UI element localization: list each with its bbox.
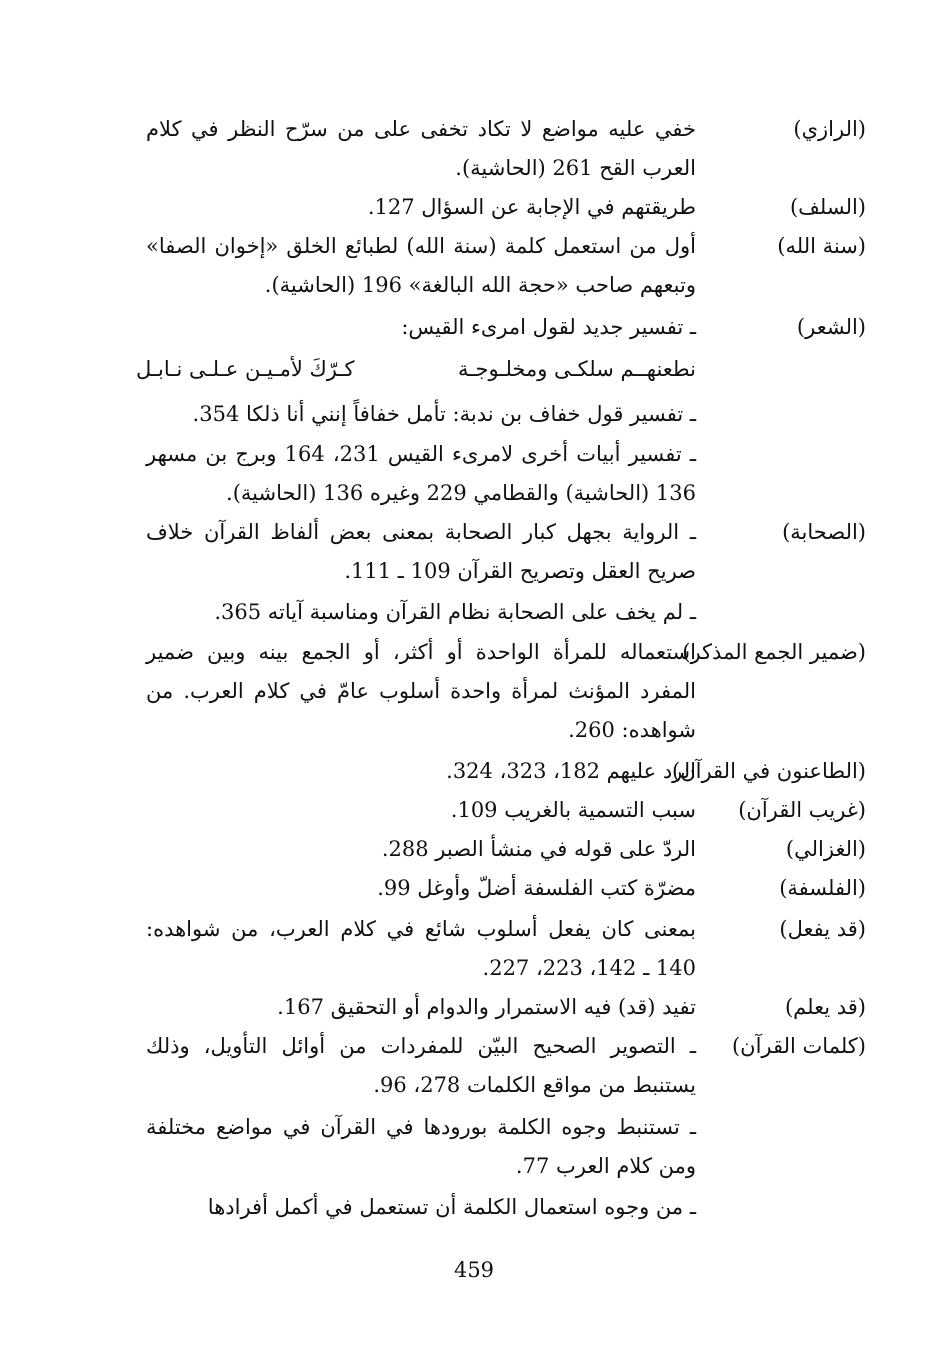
index-term: (الشعر): [796, 315, 866, 339]
index-text: ـ الرواية بجهل كبار الصحابة بمعنى بعض ألفاظ القرآن خلاف صريح العقل وتصريح القرآن 109 ـ 111.: [146, 520, 696, 583]
index-text: ـ التصوير الصحيح البيّن للمفردات من أوائل التأويل، وذلك يستنبط من مواقع الكلمات 278، 96.: [146, 1034, 696, 1097]
index-term: (الرازي): [793, 117, 866, 141]
index-text: تفيد (قد) فيه الاستمرار والدوام أو التحقيق 167.: [277, 995, 696, 1019]
index-text: ـ تفسير قول خفاف بن ندبة: تأمل خفافاً إنني أنا ذلكا 354.: [192, 402, 696, 426]
index-text: ـ تفسير جديد لقول امرىء القيس:: [401, 315, 696, 339]
index-text: أول من استعمل كلمة (سنة الله) لطبائع الخلق «إخوان الصفا» وتبعهم صاحب «حجة الله البالغة» 196 (الحاشية).: [146, 234, 696, 297]
index-text: طريقتهم في الإجابة عن السؤال 127.: [367, 195, 696, 219]
index-term: (السلف): [789, 195, 866, 219]
index-term: (غريب القرآن): [738, 798, 866, 822]
index-text: ـ تفسير أبيات أخرى لامرىء القيس 231، 164 وبرج بن مسهر 136 (الحاشية) والقطامي 229 وغيره 136 (الحاشية).: [146, 442, 696, 505]
index-text: ـ تستنبط وجوه الكلمة بورودها في القرآن في مواضع مختلفة ومن كلام العرب 77.: [146, 1115, 697, 1178]
index-term: (الفلسفة): [779, 876, 866, 900]
poetry-verse: [136, 350, 696, 389]
index-term: (سنة الله): [777, 234, 866, 258]
index-text: استعماله للمرأة الواحدة أو أكثر، أو الجمع بينه وبين ضمير المفرد المؤنث لمرأة واحدة أسلوب عامّ في كلام العرب. من شواهده: 260.: [146, 640, 696, 742]
verse-second-hemistich: كـرّكَ لأمـيـن عـلـى نـابـل: [136, 357, 355, 381]
index-text: الرد عليهم 182، 323، 324.: [446, 759, 696, 783]
index-term: (كلمات القرآن): [731, 1034, 866, 1058]
index-text: بمعنى كان يفعل أسلوب شائع في كلام العرب، من شواهده: 140 ـ 142، 223، 227.: [146, 917, 696, 980]
index-term: (الصحابة): [782, 520, 866, 544]
index-text: ـ لم يخف على الصحابة نظام القرآن ومناسبة آياته 365.: [214, 600, 696, 624]
index-text: مضرّة كتب الفلسفة أضلّ وأوغل 99.: [377, 876, 696, 900]
index-term: (الغزالي): [785, 837, 866, 861]
index-term: (ضمير الجمع المذكر): [682, 640, 866, 664]
index-term: (الطاعنون في القرآن): [672, 759, 866, 783]
index-text: الردّ على قوله في منشأ الصبر 288.: [381, 837, 696, 861]
index-text: سبب التسمية بالغريب 109.: [450, 798, 696, 822]
index-term: (قد يعلم): [784, 995, 866, 1019]
index-term: (قد يفعل): [779, 917, 866, 941]
index-text: خفي عليه مواضع لا تكاد تخفى على من سرّح النظر في كلام العرب القح 261 (الحاشية).: [146, 117, 696, 180]
verse-first-hemistich: نطعنهــم سلكـى ومخلـوجـة: [458, 357, 696, 381]
index-text: ـ من وجوه استعمال الكلمة أن تستعمل في أكمل أفرادها: [207, 1195, 696, 1219]
page-number: 459: [453, 1258, 495, 1282]
